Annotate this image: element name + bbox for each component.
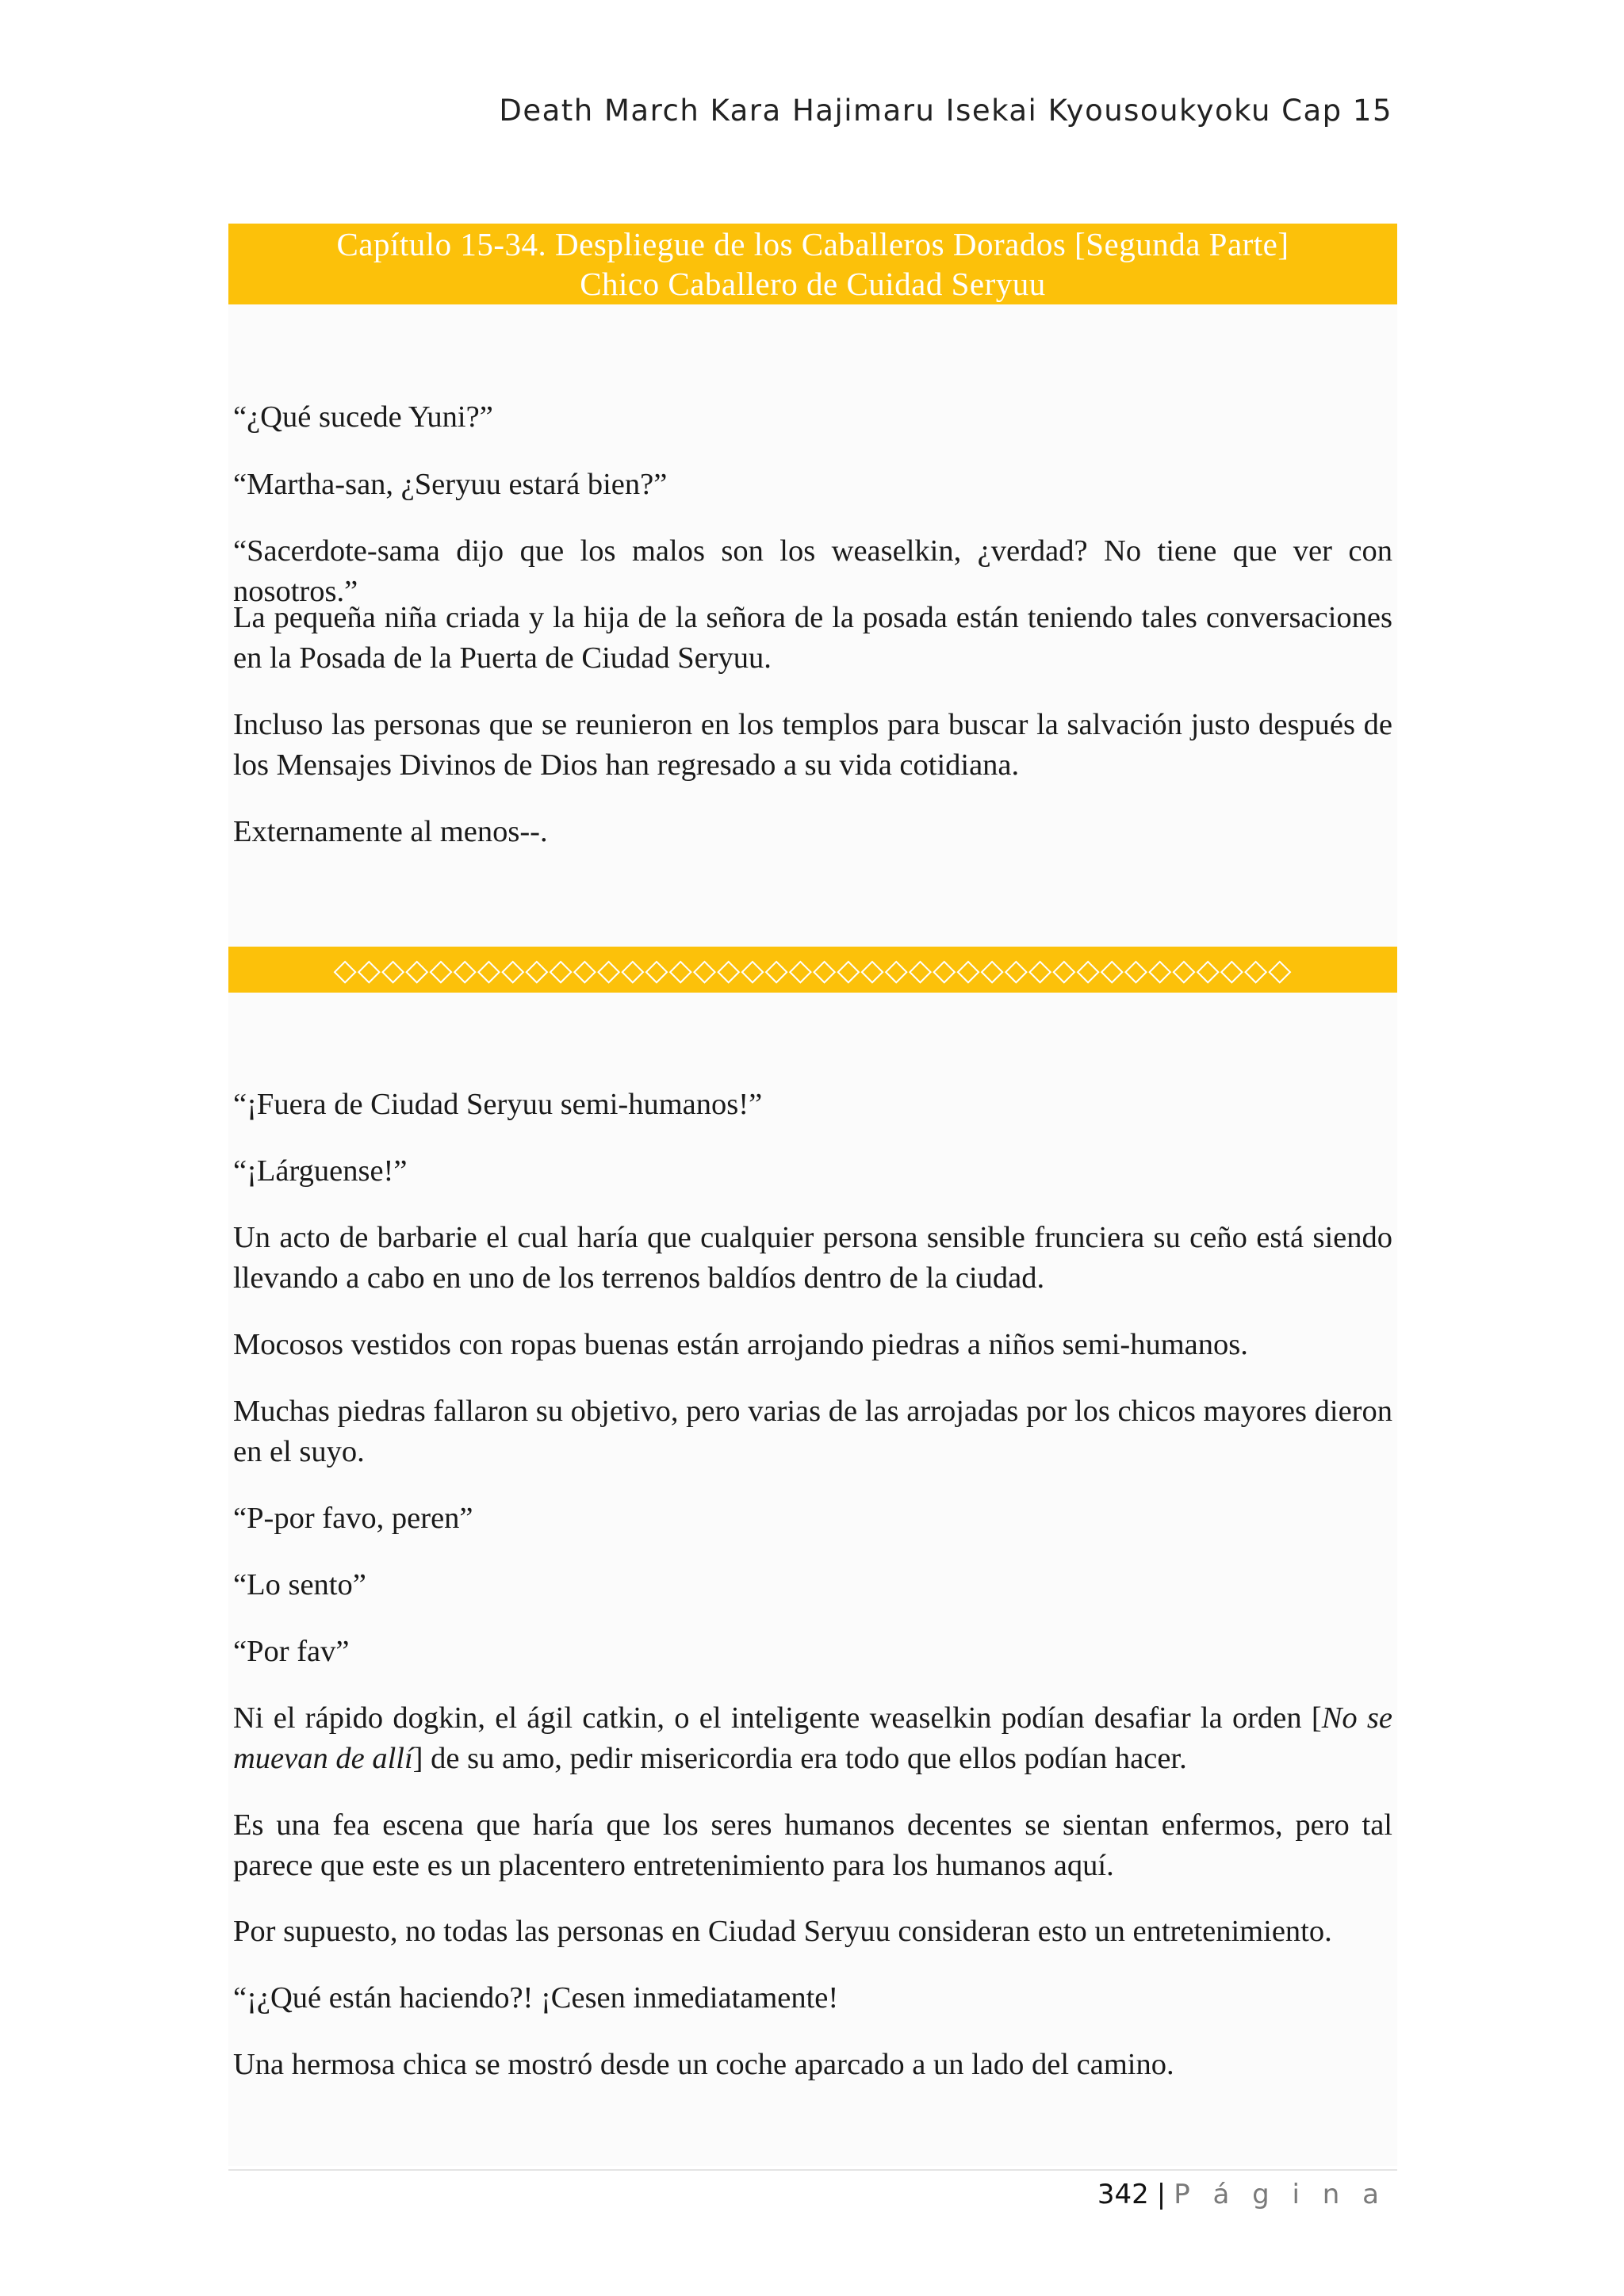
footer-divider: [228, 2169, 1397, 2171]
paragraph: Por supuesto, no todas las personas en Ciudad Seryuu consideran esto un entretenimiento.: [233, 1915, 1332, 1948]
footer-separator: |: [1156, 2179, 1166, 2210]
paragraph: “Por fav”: [233, 1635, 350, 1668]
diamond-divider: ◇◇◇◇◇◇◇◇◇◇◇◇◇◇◇◇◇◇◇◇◇◇◇◇◇◇◇◇◇◇◇◇◇◇◇◇◇◇◇◇: [333, 952, 1293, 987]
paragraph: [233, 1698, 1392, 1779]
chapter-title-band: [228, 224, 1397, 304]
paragraph: “Sacerdote-sama dijo que los malos son los weaselkin, ¿verdad? No tiene que ver con nosotros.”: [233, 534, 1392, 608]
paragraph: La pequeña niña criada y la hija de la señora de la posada están teniendo tales conversaciones en la Posada de la Puerta de Ciudad Seryuu.: [233, 601, 1392, 675]
section-divider-band: [228, 947, 1397, 993]
chapter-title-line: Capítulo 15-34. Despliegue de los Caballeros Dorados [Segunda Parte]: [336, 226, 1289, 262]
paragraph: “P-por favo, peren”: [233, 1502, 473, 1535]
paragraph: “Martha-san, ¿Seryuu estará bien?”: [233, 468, 668, 501]
paragraph: Incluso las personas que se reunieron en los templos para buscar la salvación justo después de los Mensajes Divinos de Dios han regresado a su vida cotidiana.: [233, 708, 1392, 782]
page-label: P á g i n a: [1174, 2179, 1386, 2210]
document-header-title: Death March Kara Hajimaru Isekai Kyousoukyoku Cap 15: [499, 94, 1392, 128]
paragraph: Mocosos vestidos con ropas buenas están arrojando piedras a niños semi-humanos.: [233, 1328, 1248, 1361]
paragraph: “¡Fuera de Ciudad Seryuu semi-humanos!”: [233, 1088, 763, 1121]
paragraph: “¡¿Qué están haciendo?! ¡Cesen inmediatamente!: [233, 1981, 839, 2015]
paragraph: Es una fea escena que haría que los seres humanos decentes se sientan enfermos, pero tal parece que este es un placentero entretenimiento para los humanos aquí.: [233, 1808, 1392, 1882]
paragraph: Muchas piedras fallaron su objetivo, pero varias de las arrojadas por los chicos mayores dieron en el suyo.: [233, 1395, 1392, 1468]
page-footer: [1097, 2179, 1386, 2210]
chapter-subtitle-line: Chico Caballero de Cuidad Seryuu: [580, 266, 1046, 302]
paragraph: Externamente al menos--.: [233, 815, 548, 848]
page-number: 342: [1097, 2179, 1149, 2210]
paragraph: “¿Qué sucede Yuni?”: [233, 400, 493, 434]
paragraph-text: ] de su amo, pedir misericordia era todo que ellos podían hacer.: [412, 1742, 1187, 1775]
paragraph-text: Ni el rápido dogkin, el ágil catkin, o el inteligente weaselkin podían desafiar la orden [: [233, 1701, 1322, 1735]
paragraph: “Lo sento”: [233, 1568, 366, 1601]
paragraph: Un acto de barbarie el cual haría que cualquier persona sensible frunciera su ceño está siendo llevando a cabo en uno de los terrenos baldíos dentro de la ciudad.: [233, 1221, 1392, 1295]
paragraph: Una hermosa chica se mostró desde un coche aparcado a un lado del camino.: [233, 2048, 1174, 2081]
paragraph-italic-text: No se muevan de allí: [233, 1701, 1392, 1775]
paragraph: “¡Lárguense!”: [233, 1154, 408, 1188]
